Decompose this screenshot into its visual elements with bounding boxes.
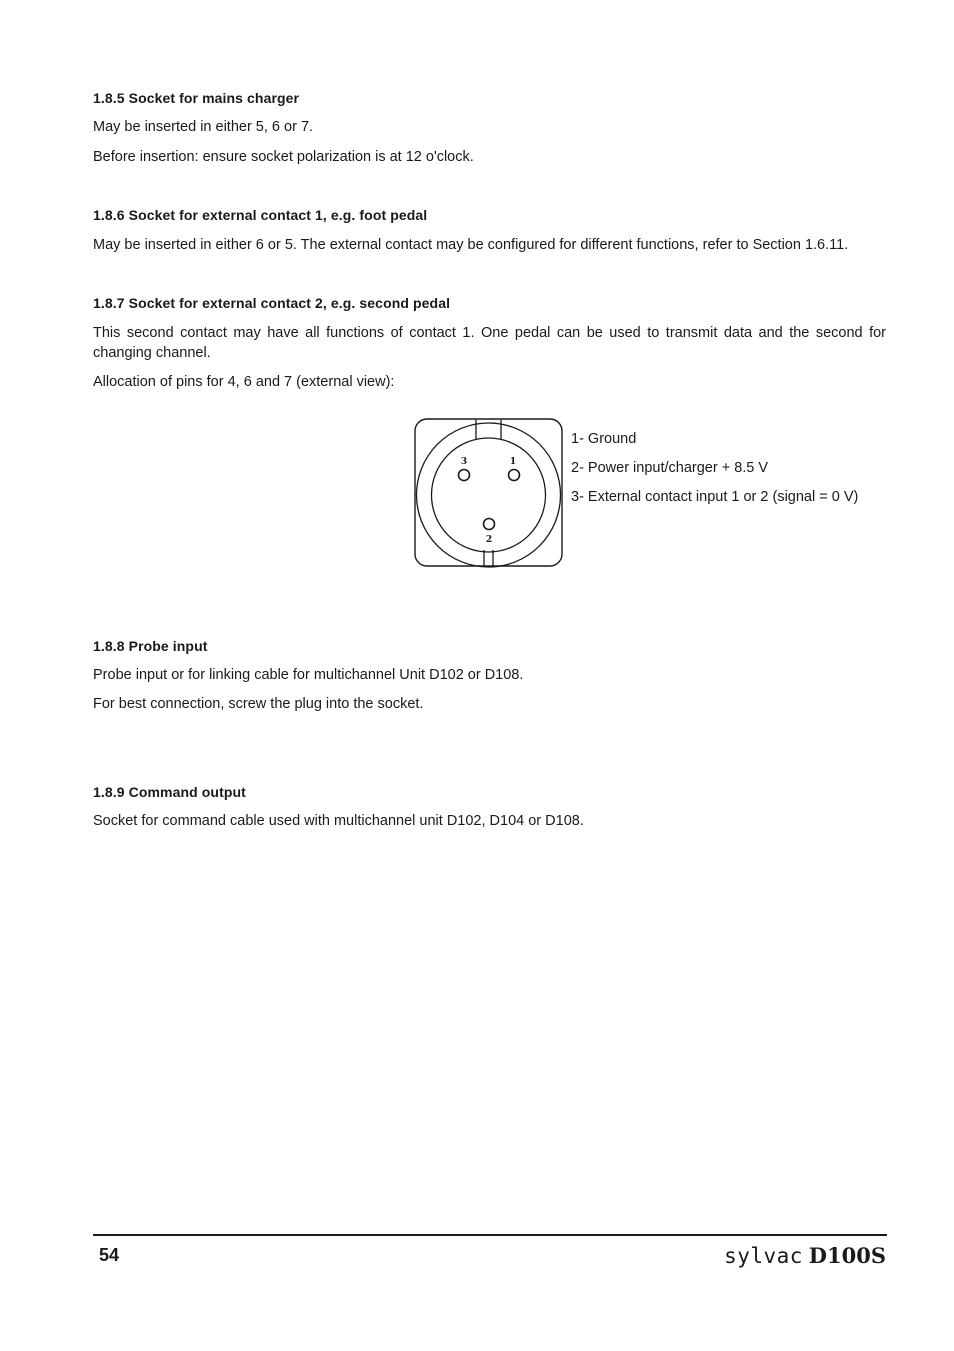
pin-3 bbox=[459, 470, 470, 481]
paragraph: This second contact may have all functions of contact 1. One pedal can be used to transmit data and the second for changing channel. bbox=[93, 325, 886, 361]
pin-1 bbox=[509, 470, 520, 481]
pin-label-3: 3 bbox=[460, 457, 468, 467]
section-heading-1-8-7: 1.8.7 Socket for external contact 2, e.g. second pedal bbox=[93, 295, 451, 311]
socket-outer-ring bbox=[417, 423, 561, 567]
pin-legend-2: 2- Power input/charger + 8.5 V bbox=[571, 460, 769, 476]
brand-name: sylvac bbox=[724, 1244, 803, 1268]
paragraph: Socket for command cable used with multichannel unit D102, D104 or D108. bbox=[93, 813, 584, 829]
brand-model: D100S bbox=[808, 1243, 886, 1268]
section-heading-1-8-9: 1.8.9 Command output bbox=[93, 784, 246, 800]
pin-legend-3: 3- External contact input 1 or 2 (signal = 0 V) bbox=[571, 489, 859, 505]
paragraph: May be inserted in either 5, 6 or 7. bbox=[93, 119, 314, 135]
pin-legend-1: 1- Ground bbox=[571, 431, 637, 447]
connector-pinout-diagram bbox=[412, 416, 566, 570]
brand-logo bbox=[724, 1243, 886, 1269]
pin-label-1: 1 bbox=[509, 457, 517, 467]
section-heading-1-8-6: 1.8.6 Socket for external contact 1, e.g. foot pedal bbox=[93, 207, 428, 223]
section-heading-1-8-5: 1.8.5 Socket for mains charger bbox=[93, 90, 300, 106]
paragraph: May be inserted in either 6 or 5. The external contact may be configured for different functions, refer to Section 1.6.11. bbox=[93, 237, 849, 253]
section-heading-1-8-8: 1.8.8 Probe input bbox=[93, 638, 208, 654]
paragraph: Probe input or for linking cable for multichannel Unit D102 or D108. bbox=[93, 667, 524, 683]
paragraph: Allocation of pins for 4, 6 and 7 (external view): bbox=[93, 374, 395, 390]
paragraph: Before insertion: ensure socket polarization is at 12 o'clock. bbox=[93, 149, 474, 165]
footer-rule bbox=[93, 1234, 887, 1236]
page-number: 54 bbox=[99, 1245, 120, 1265]
pin-label-2: 2 bbox=[485, 535, 493, 545]
paragraph: For best connection, screw the plug into the socket. bbox=[93, 696, 424, 712]
pin-2 bbox=[484, 519, 495, 530]
